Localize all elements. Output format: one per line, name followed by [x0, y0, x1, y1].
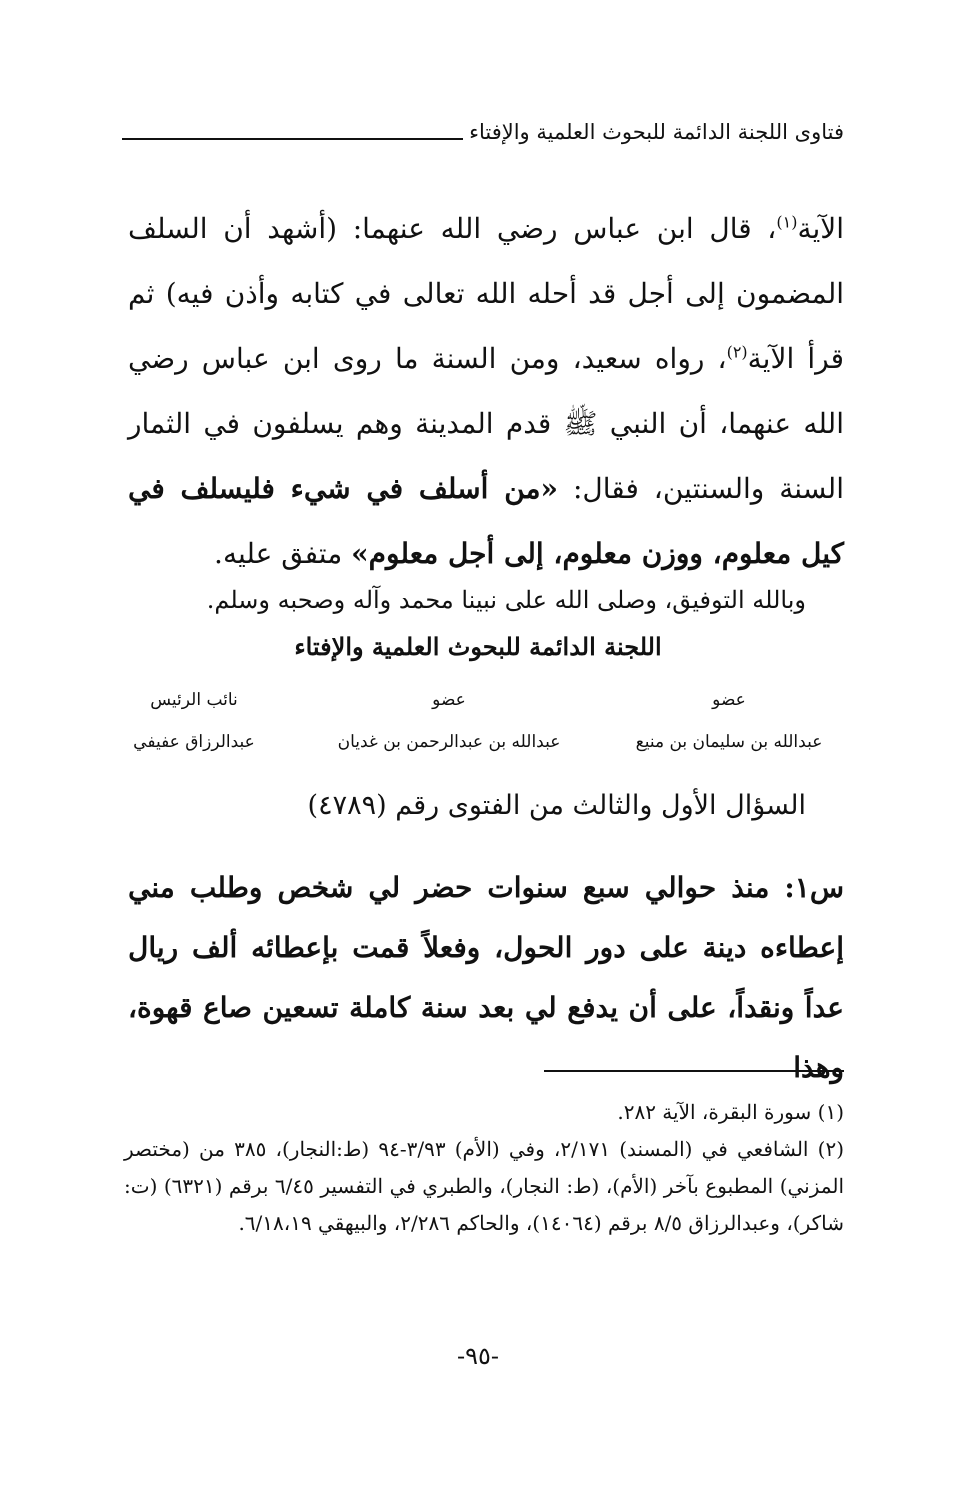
- question-text: س١: منذ حوالي سبع سنوات حضر لي شخص وطلب مني إعطاءه دينة على دور الحول، وفعلاً قمت بإعطائه ألف ريال عداً ونقداً، على أن يدفع لي بعد سنة كاملة تسعين صاع قهوة، وهذا: [128, 871, 845, 1084]
- footnote-ref-2[interactable]: (٢): [726, 342, 748, 362]
- question-paragraph: [128, 858, 844, 1098]
- footnote-ref-1[interactable]: (١): [776, 212, 798, 232]
- page-number: -٩٥-: [457, 1342, 499, 1370]
- body-text-part2: ، قال ابن عباس رضي الله عنهما: (أشهد أن السلف المضمون إلى أجل قد أحله الله تعالى في كتابه وأذن فيه) ثم قرأ الآية: [128, 212, 844, 375]
- footnote-separator: [544, 1070, 844, 1072]
- footnotes: [124, 1094, 844, 1242]
- committee-name: اللجنة الدائمة للبحوث العلمية والإفتاء: [294, 632, 662, 661]
- signature-role: عضو: [712, 690, 746, 710]
- footnote-1: (١) سورة البقرة، الآية ٢٨٢.: [617, 1100, 844, 1124]
- hadith-quote: «من أسلف في شيء فليسلف في كيل معلوم، ووزن معلوم، إلى أجل معلوم»: [128, 472, 844, 570]
- signature-name: عبدالله بن عبدالرحمن بن غديان: [337, 732, 561, 752]
- signature-role: عضو: [432, 690, 466, 710]
- running-header: [122, 112, 844, 152]
- signature-member-2: [314, 690, 584, 752]
- closing-line: وبالله التوفيق، وصلى الله على نبينا محمد وآله وصحبه وسلم.: [206, 586, 806, 614]
- header-rule: [122, 138, 463, 140]
- signature-name: عبدالله بن سليمان بن منيع: [635, 732, 823, 752]
- signature-name: عبدالرزاق عفيفي: [133, 732, 255, 752]
- signature-member-1: [614, 690, 844, 752]
- footnote-2: (٢) الشافعي في (المسند) ٢/١٧١، وفي (الأم) ٣/٩٣-٩٤ (ط:النجار)، ٣٨٥ من (مختصر المزني) المطبوع بآخر (الأم)، (ط: النجار)، والطبري في التفسير ٦/٤٥ برقم (٦٣٢١) (ت: شاكر)، وعبدالرزاق ٨/٥ برقم (١٤٠٦٤)، والحاكم ٢/٢٨٦، والبيهقي ٦/١٨،١٩.: [124, 1137, 845, 1235]
- body-paragraph: [128, 196, 844, 586]
- body-text-part1: الآية: [797, 212, 844, 245]
- fatwa-heading: السؤال الأول والثالث من الفتوى رقم (٤٧٨٩): [307, 790, 806, 821]
- signature-role: نائب الرئيس: [150, 690, 238, 710]
- body-text-part3: ، رواه سعيد، ومن السنة ما روى ابن عباس رضي الله عنهما، أن النبي ﷺ قدم المدينة وهم يسلفون في الثمار السنة والسنتين، فقال:: [128, 342, 844, 505]
- signature-block: [104, 690, 844, 752]
- signature-vice-president: [104, 690, 284, 752]
- body-text-part4: متفق عليه.: [214, 537, 352, 570]
- running-header-title: فتاوى اللجنة الدائمة للبحوث العلمية والإفتاء: [469, 120, 844, 144]
